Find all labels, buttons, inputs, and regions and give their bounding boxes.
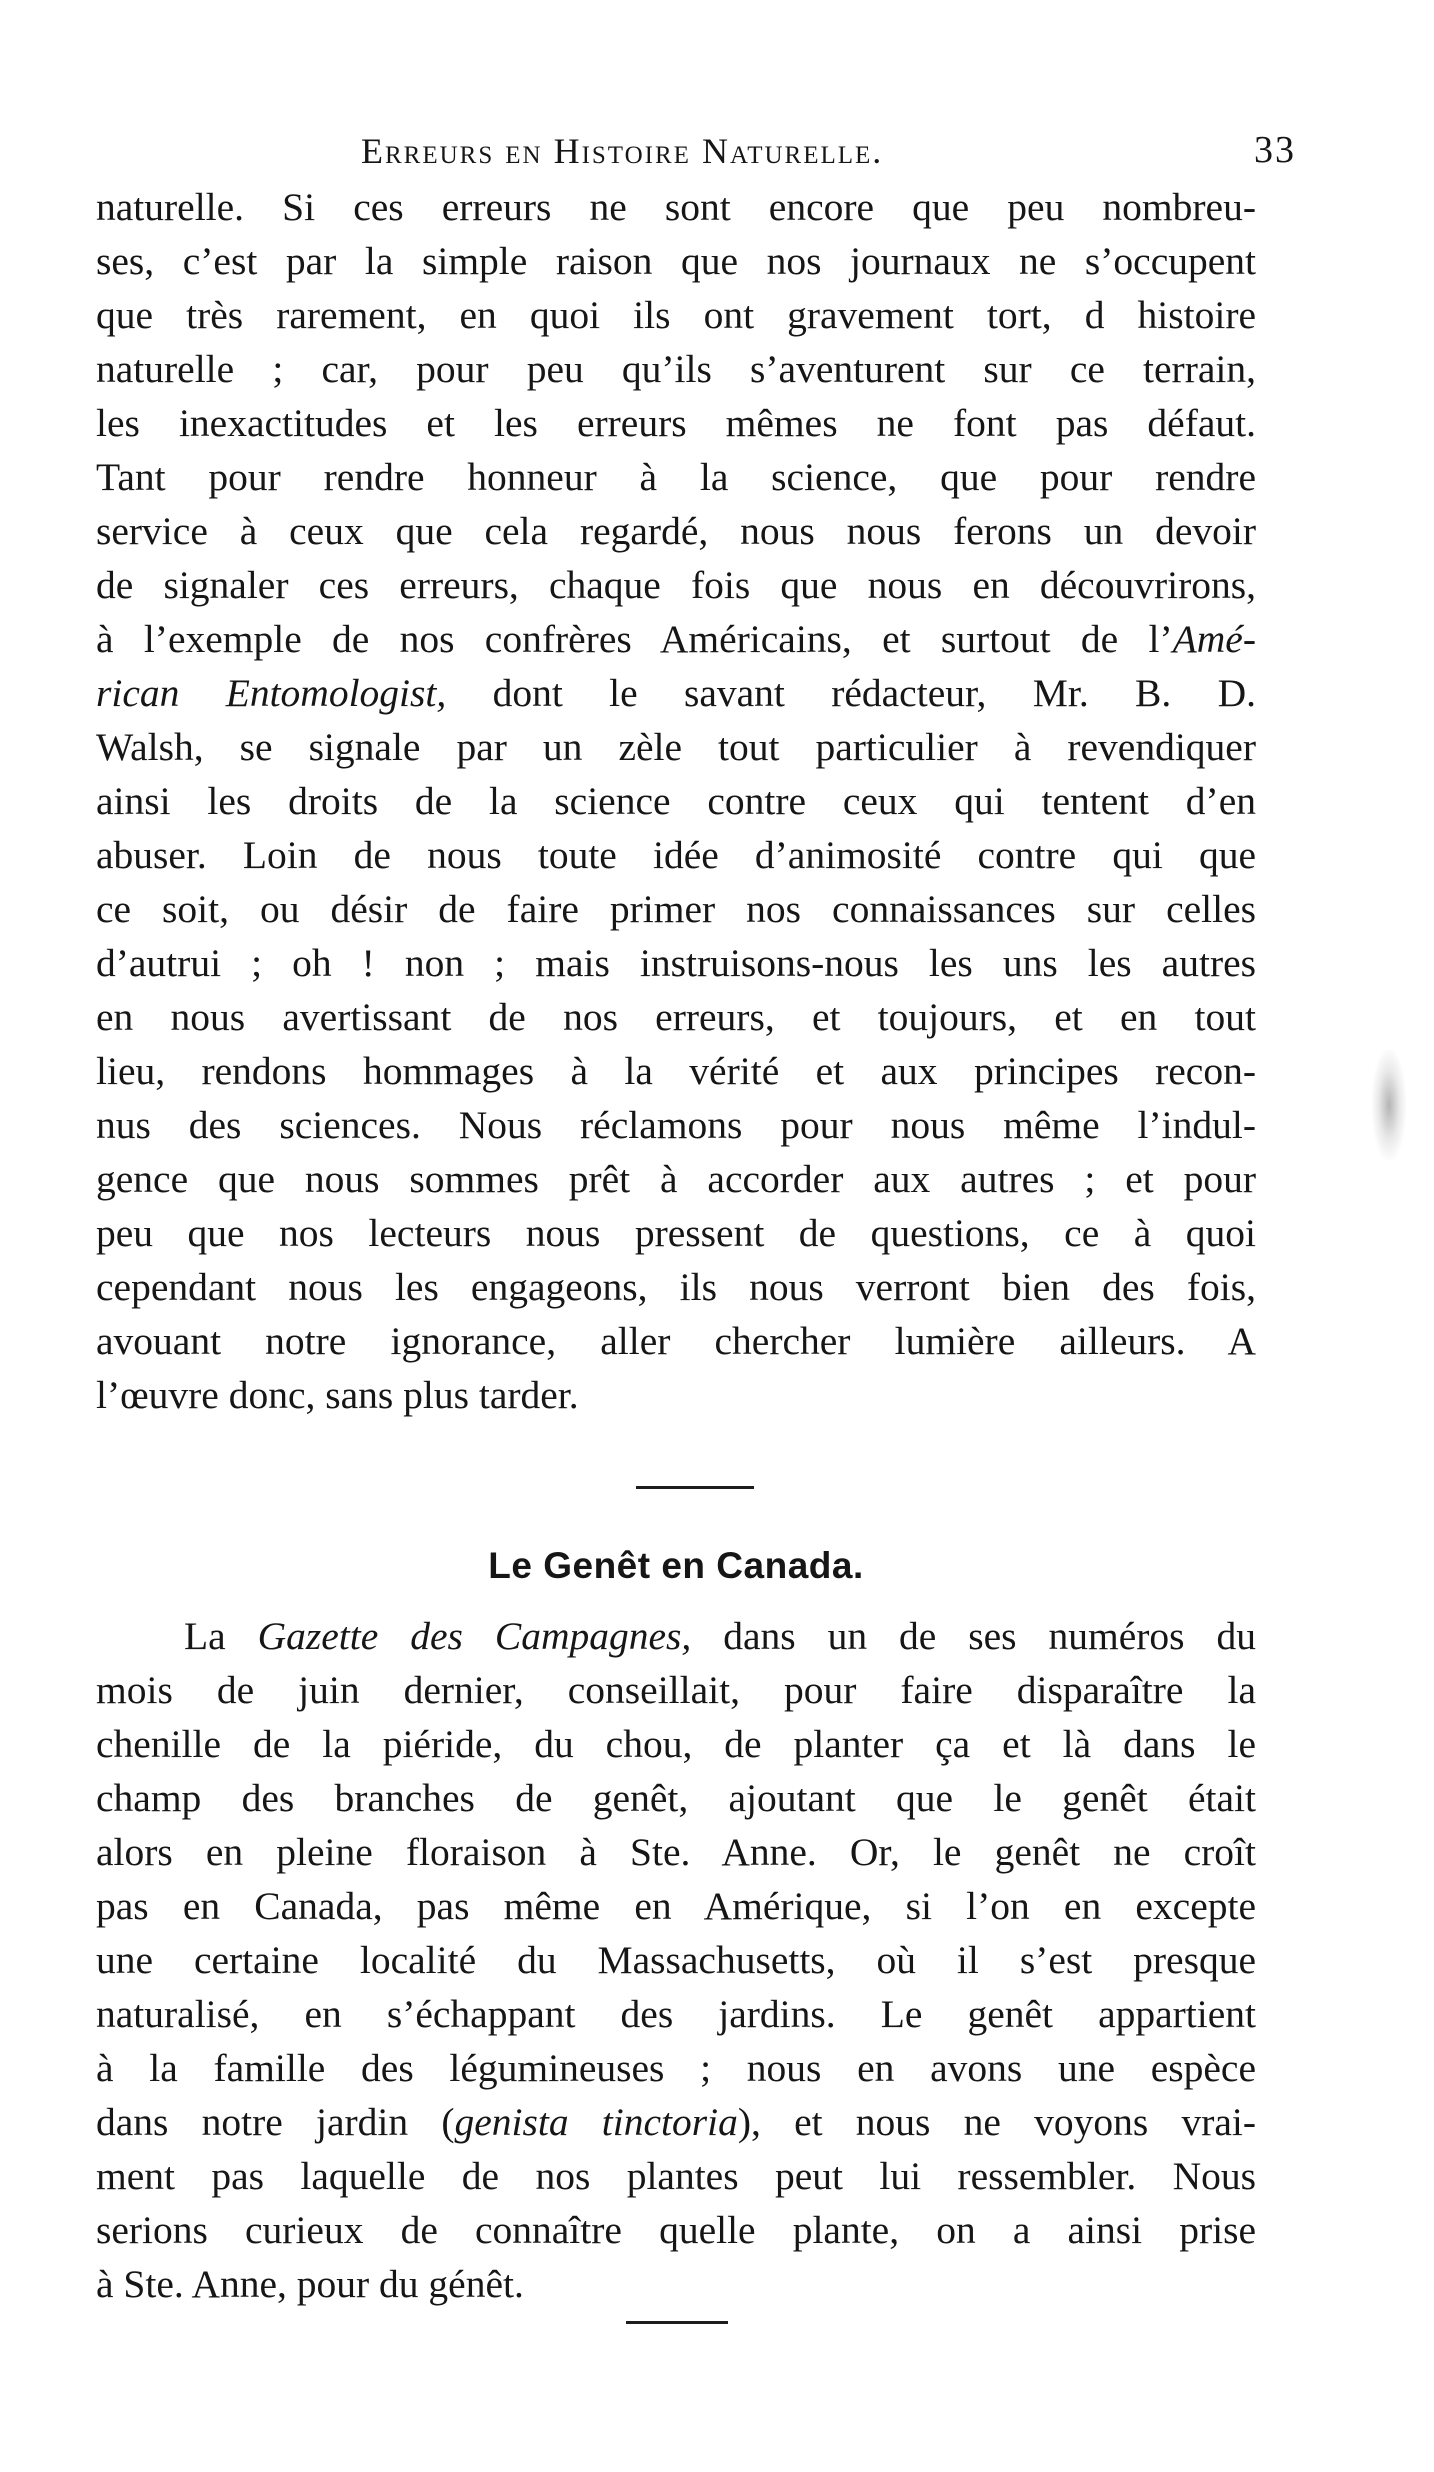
paragraph-genet [96,1609,1256,2311]
text-run: dont le savant rédacteur, Mr. B. D. [446,671,1256,715]
book-page [96,120,1296,2324]
text-line: Tant pour rendre honneur à la science, que pour rendre [96,455,1256,499]
paragraph-errors [96,180,1256,1422]
text-line: ses, c’est par la simple raison que nos journaux ne s’occupent [96,239,1256,283]
text-line: nus des sciences. Nous réclamons pour nous même l’indul- [96,1103,1256,1147]
text-line: naturelle. Si ces erreurs ne sont encore que peu nombreu- [96,185,1256,229]
text-line: à Ste. Anne, pour du génêt. [96,2262,524,2306]
italic-run: Amé- [1172,617,1256,661]
text-line: que très rarement, en quoi ils ont gravement tort, d histoire [96,293,1256,337]
text-line: service à ceux que cela regardé, nous nous ferons un devoir [96,509,1256,553]
section-divider [636,1486,754,1489]
text-line: en nous avertissant de nos erreurs, et toujours, et en tout [96,995,1256,1039]
closing-divider [626,2321,728,2324]
text-line: abuser. Loin de nous toute idée d’animosité contre qui que [96,833,1256,877]
text-run: La [184,1614,258,1658]
page-number: 33 [1254,129,1296,171]
text-line: ment pas laquelle de nos plantes peut lui ressembler. Nous [96,2154,1256,2198]
text-line: gence que nous sommes prêt à accorder aux autres ; et pour [96,1157,1256,1201]
text-line: alors en pleine floraison à Ste. Anne. Or, le genêt ne croît [96,1830,1256,1874]
text-line [96,2095,1256,2149]
running-title: Erreurs en Histoire Naturelle. [361,131,884,171]
text-line: chenille de la piéride, du chou, de planter ça et là dans le [96,1722,1256,1766]
text-line [96,666,1256,720]
text-line: d’autrui ; oh ! non ; mais instruisons-nous les uns les autres [96,941,1256,985]
section-heading: Le Genêt en Canada. [488,1545,864,1586]
text-run: dans un de ses numéros du [691,1614,1256,1658]
text-line: de signaler ces erreurs, chaque fois que nous en découvrirons, [96,563,1256,607]
text-line: mois de juin dernier, conseillait, pour faire disparaître la [96,1668,1256,1712]
text-line [96,612,1256,666]
running-head [96,120,1296,180]
text-line: Walsh, se signale par un zèle tout particulier à revendiquer [96,725,1256,769]
text-line: avouant notre ignorance, aller chercher lumière ailleurs. A [96,1319,1256,1363]
text-run: à l’exemple de nos confrères Américains, et surtout de l’ [96,617,1173,661]
text-line: cependant nous les engageons, ils nous verront bien des fois, [96,1265,1256,1309]
text-line: peu que nos lecteurs nous pressent de questions, ce à quoi [96,1211,1256,1255]
text-line: pas en Canada, pas même en Amérique, si l’on en excepte [96,1884,1256,1928]
italic-run: rican Entomologist, [96,671,447,715]
text-run: ), et nous ne voyons vrai- [737,2100,1257,2144]
text-line: une certaine localité du Massachusetts, où il s’est presque [96,1938,1256,1982]
margin-smudge [1372,1050,1406,1160]
text-line: lieu, rendons hommages à la vérité et aux principes recon- [96,1049,1256,1093]
italic-run: genista tinctoria [454,2100,738,2144]
text-line: naturelle ; car, pour peu qu’ils s’aventurent sur ce terrain, [96,347,1256,391]
text-line: serions curieux de connaître quelle plante, on a ainsi prise [96,2208,1256,2252]
text-run: dans notre jardin ( [96,2100,455,2144]
text-line: l’œuvre donc, sans plus tarder. [96,1373,579,1417]
text-line: à la famille des légumineuses ; nous en avons une espèce [96,2046,1256,2090]
text-line: champ des branches de genêt, ajoutant que le genêt était [96,1776,1256,1820]
text-line [96,1609,1256,1663]
text-line: ce soit, ou désir de faire primer nos connaissances sur celles [96,887,1256,931]
text-line: les inexactitudes et les erreurs mêmes ne font pas défaut. [96,401,1256,445]
text-line: ainsi les droits de la science contre ceux qui tentent d’en [96,779,1256,823]
text-line: naturalisé, en s’échappant des jardins. Le genêt appartient [96,1992,1256,2036]
italic-run: Gazette des Campagnes, [257,1614,692,1658]
